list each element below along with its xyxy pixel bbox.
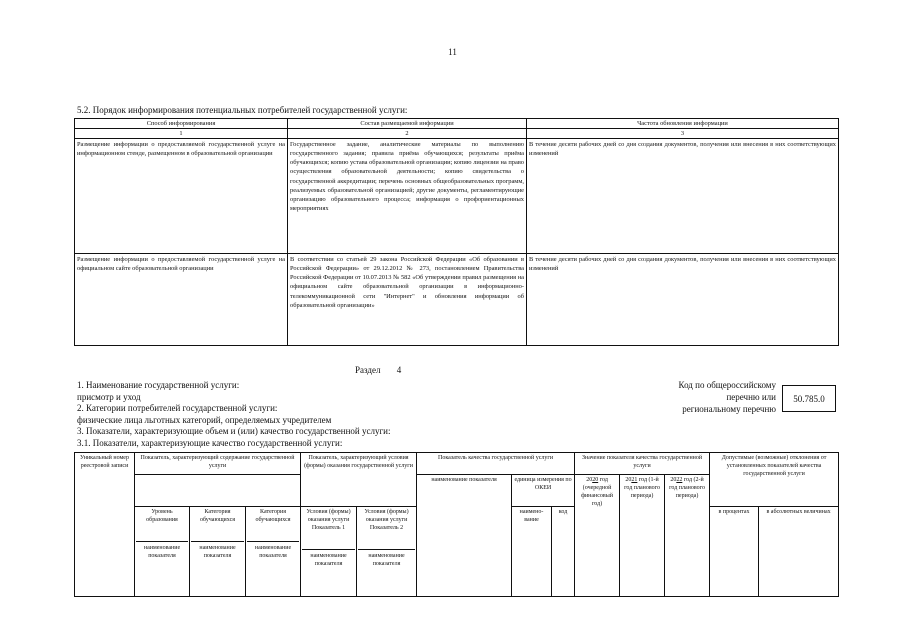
unique-number-header: Уникальный номер реестровой записи [75, 453, 135, 597]
sub-content-2: Категория обучающихся наименование показателя [190, 507, 246, 597]
code-value: 50.785.0 [793, 393, 825, 404]
table-row [75, 254, 839, 346]
year-3-header: 2022 год (2-й год планового периода) [665, 475, 710, 597]
col-number: 2 [288, 129, 527, 139]
unit-header: единица измерения по ОКЕИ [512, 475, 575, 507]
razdel-heading [355, 365, 401, 375]
quality-indicator-header: Показатель качества государственной услуги [417, 453, 575, 475]
table-row [75, 139, 839, 254]
year-2-header: 2021 год (1-й год планового периода) [620, 475, 665, 597]
col-number: 1 [75, 129, 288, 139]
consumer-category-value: физические лица льготных категорий, определяемых учредителем [77, 414, 332, 425]
service-name-value: присмотр и уход [77, 391, 141, 402]
cell-method: Размещение информации о предоставляемой государственной услуге на информационном стенде, размещенном в образовательной организации [75, 139, 288, 254]
conditions-indicator-header: Показатель, характеризующий условия (формы) оказания государственной услуги [301, 453, 417, 507]
info-table-numbers [75, 129, 839, 139]
cell-frequency: В течение десяти рабочих дней со дня создания документов, получения или внесения в них соответствующих изменений [527, 139, 839, 254]
header-content: Состав размещаемой информации [288, 119, 527, 129]
razdel-label: Раздел [355, 365, 381, 375]
deviation-percent-header: в процентах [710, 507, 759, 597]
content-indicator-header: Показатель, характеризующий содержание государственной услуги [135, 453, 301, 475]
unit-name-header: наимено-вание [512, 507, 552, 597]
col-number: 3 [527, 129, 839, 139]
cell-content: Государственное задание, аналитические материалы по выполнению государственного задания; правила приёма обучающихся; результаты приёма обучающихся; копию устава образовательной организации; копию лицензии на право осуществления образовательной деятельности; копию свидетельства о государственной аккредитации; перечень основных общеобразовательных программ, реализуемых образовательной организацией; другие документы, регламентирующие организацию образовательного процесса; информация о профориентационных мероприятиях [288, 139, 527, 254]
service-description [77, 380, 390, 450]
code-label: Код по общероссийскому перечню или региональному перечню [678, 380, 776, 414]
unit-code-header: код [552, 507, 575, 597]
sub-conditions-1: Условия (формы) оказания услуги Показатель 1 наименование показателя [301, 507, 357, 597]
year-1-header: 2020 год (очередной финансовый год) [575, 475, 620, 597]
quality-indicators-label: 3.1. Показатели, характеризующие качество государственной услуги: [77, 437, 343, 448]
cell-content: В соответствии со статьей 29 закона Российской Федерации «Об образовании в Российской Федерации» от 29.12.2012 № 273, постановлением Правительства Российской Федерации от 10.07.2013 № 582 «Об утверждении правил размещения на официальном сайте образовательной организации в информационно-телекоммуникационной сети "Интернет" и обновления информации об образовательной организации» [288, 254, 527, 346]
deviation-header: Допустимые (возможные) отклонения от установленных показателей качества государственной услуги [710, 453, 839, 507]
service-name-label: 1. Наименование государственной услуги: [77, 380, 240, 390]
sub-conditions-2: Условия (формы) оказания услуги Показатель 2 наименование показателя [357, 507, 417, 597]
sub-content-3: Категория обучающихся наименование показателя [246, 507, 301, 597]
page-number: 11 [448, 47, 457, 57]
header-method: Способ информирования [75, 119, 288, 129]
info-table-header [75, 119, 839, 129]
info-table [74, 118, 839, 346]
header-frequency: Частота обновления информации [527, 119, 839, 129]
cell-method: Размещение информации о предоставляемой государственной услуге на официальном сайте образовательной организации [75, 254, 288, 346]
consumer-category-label: 2. Категории потребителей государственной услуги: [77, 403, 278, 414]
values-header: Значение показателя качества государственной услуги [575, 453, 710, 475]
indicator-name-header: наименование показателя [417, 475, 512, 597]
razdel-number: 4 [396, 365, 402, 375]
section-title: 5.2. Порядок информирования потенциальных потребителей государственной услуги: [77, 105, 408, 115]
sub-content-1: Уровень образования наименование показателя [135, 507, 190, 597]
quality-table [74, 452, 839, 597]
indicators-label: 3. Показатели, характеризующие объем и (или) качество государственной услуги: [77, 426, 391, 437]
code-value-box [782, 385, 836, 412]
cell-frequency: В течение десяти рабочих дней со дня создания документов, получения или внесения в них соответствующих изменений [527, 254, 839, 346]
deviation-absolute-header: в абсолютных величинах [759, 507, 839, 597]
